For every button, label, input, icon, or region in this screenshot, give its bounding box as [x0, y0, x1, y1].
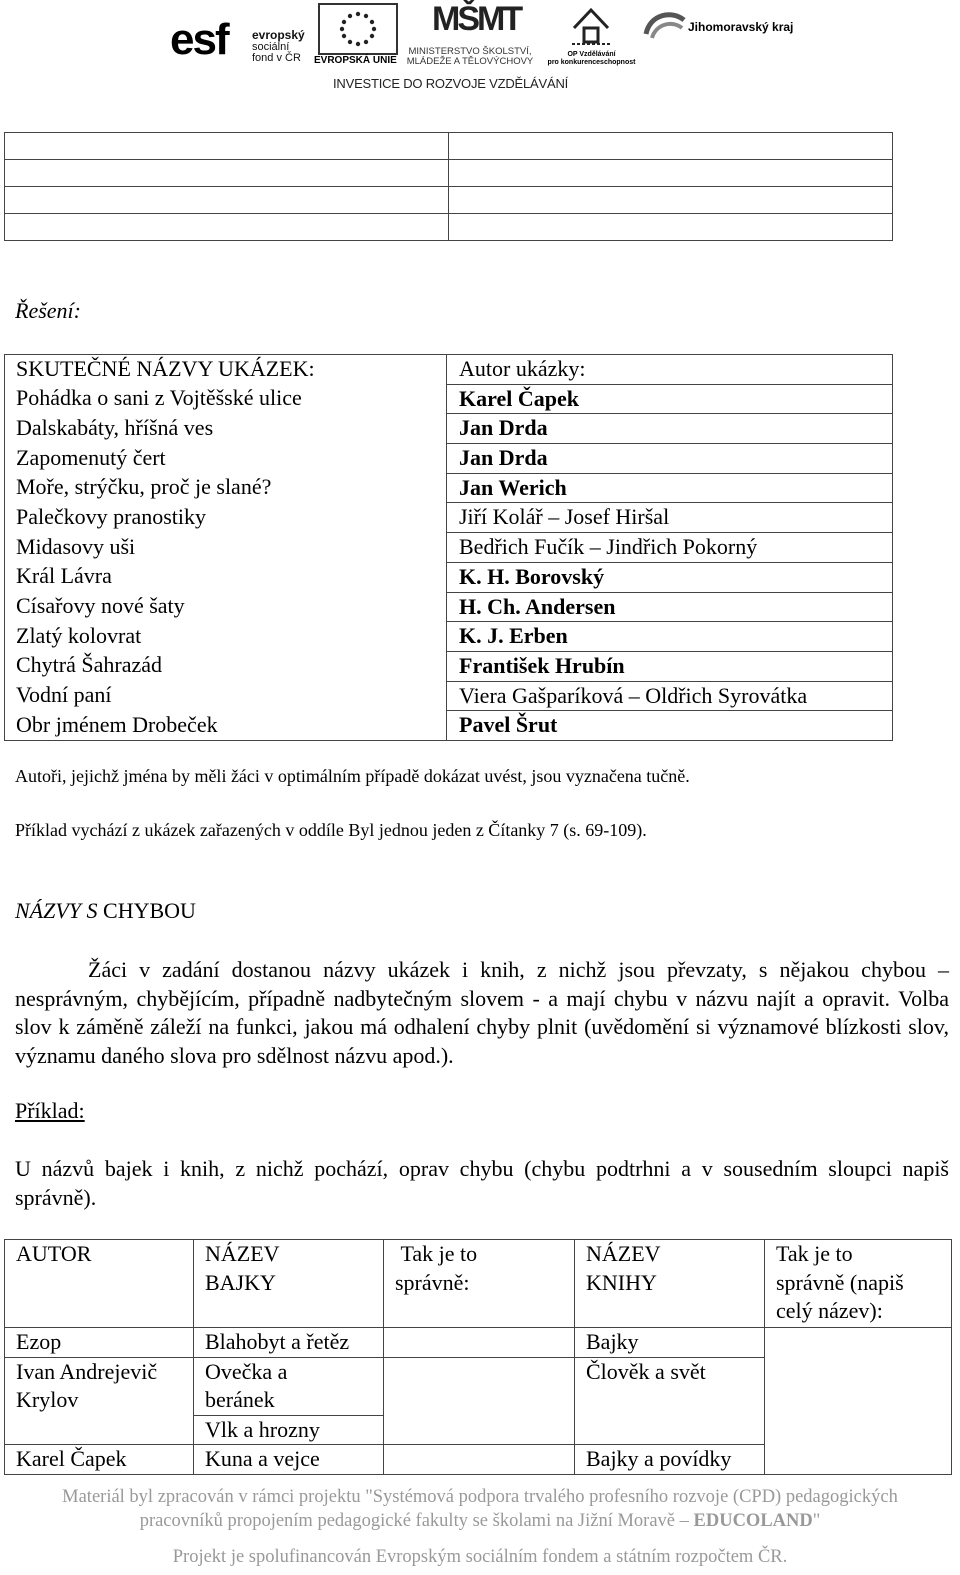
- fable-cell: Ovečka a beránek: [194, 1357, 384, 1415]
- task-text: U názvů bajek i knih, z nichž pochází, oprav chybu (chybu podtrhni a v sousedním sloupci napiš správně).: [15, 1156, 949, 1210]
- table-row: [5, 681, 893, 711]
- table-header-row: [5, 1240, 952, 1328]
- sample-title: Král Lávra: [5, 562, 447, 592]
- table-row: [5, 533, 893, 563]
- empty-cell[interactable]: [449, 187, 893, 214]
- sample-title: Dalskabáty, hříšná ves: [5, 414, 447, 444]
- answer-cell[interactable]: [384, 1328, 575, 1358]
- empty-cell[interactable]: [5, 133, 449, 160]
- header-author: AUTOR: [5, 1240, 194, 1328]
- answer-cell[interactable]: [384, 1357, 575, 1445]
- header-correct-fable: Tak je to správně:: [384, 1240, 575, 1328]
- sample-author: K. H. Borovský: [447, 562, 893, 592]
- esf-text: evropský sociální fond v ČR: [252, 28, 305, 64]
- table-row: [5, 562, 893, 592]
- empty-cell[interactable]: [5, 214, 449, 241]
- note-source: Příklad vychází z ukázek zařazených v oddíle Byl jednou jeden z Čítanky 7 (s. 69-109).: [15, 820, 647, 840]
- region-label: Jihomoravský kraj: [688, 20, 794, 34]
- sample-title: Pohádka o sani z Vojtěšské ulice: [5, 384, 447, 414]
- empty-table: [4, 132, 893, 241]
- fable-cell: Vlk a hrozny: [194, 1415, 384, 1445]
- sample-author: Karel Čapek: [447, 384, 893, 414]
- eu-label: EVROPSKÁ UNIE: [314, 55, 397, 66]
- sample-author: Jan Drda: [447, 444, 893, 474]
- solution-table: [4, 354, 893, 741]
- table-row: [5, 214, 893, 241]
- table-row: [5, 187, 893, 214]
- table-row: [5, 651, 893, 681]
- sample-title: Midasovy uši: [5, 533, 447, 563]
- table-row: [5, 711, 893, 741]
- sample-author: Viera Gašparíková – Oldřich Syrovátka: [447, 681, 893, 711]
- table-row: [5, 473, 893, 503]
- book-cell: Člověk a svět: [575, 1357, 765, 1445]
- op-label: OP Vzdělávání pro konkurenceschopnost: [547, 51, 636, 66]
- book-cell: Bajky: [575, 1328, 765, 1358]
- sample-author: H. Ch. Andersen: [447, 592, 893, 622]
- table-row: [5, 133, 893, 160]
- author-cell: Ivan Andrejevič Krylov: [5, 1357, 194, 1445]
- sample-title: Palečkovy pranostiky: [5, 503, 447, 533]
- sample-title: Zapomenutý čert: [5, 444, 447, 474]
- table-row: [5, 160, 893, 187]
- empty-cell[interactable]: [5, 187, 449, 214]
- msmt-logo: MŠMT: [432, 0, 521, 38]
- table-row: [5, 1328, 952, 1358]
- msmt-label: MINISTERSTVO ŠKOLSTVÍ, MLÁDEŽE A TĚLOVÝCHOVY: [406, 46, 534, 67]
- slogan: INVESTICE DO ROZVOJE VZDĚLÁVÁNÍ: [333, 76, 569, 91]
- sample-author: Bedřich Fučík – Jindřich Pokorný: [447, 533, 893, 563]
- esf-mark: esf: [170, 15, 228, 64]
- empty-cell[interactable]: [449, 133, 893, 160]
- sample-author: Jiří Kolář – Josef Hiršal: [447, 503, 893, 533]
- sample-title: Obr jménem Drobeček: [5, 711, 447, 741]
- answer-cell[interactable]: [384, 1445, 575, 1475]
- header-book: NÁZEV KNIHY: [575, 1240, 765, 1328]
- sample-author: Jan Werich: [447, 473, 893, 503]
- empty-cell[interactable]: [449, 214, 893, 241]
- solution-title: Řešení:: [15, 298, 81, 323]
- table-row: [5, 414, 893, 444]
- table-row: [5, 592, 893, 622]
- table-row: [5, 355, 893, 385]
- sample-title: Vodní paní: [5, 681, 447, 711]
- sample-author: Pavel Šrut: [447, 711, 893, 741]
- section-heading: NÁZVY S CHYBOU: [15, 898, 196, 923]
- book-cell: Bajky a povídky: [575, 1445, 765, 1475]
- sample-title: Zlatý kolovrat: [5, 622, 447, 652]
- sample-title: Císařovy nové šaty: [5, 592, 447, 622]
- sample-title: Moře, strýčku, proč je slané?: [5, 473, 447, 503]
- fable-cell: Kuna a vejce: [194, 1445, 384, 1475]
- sample-title: Chytrá Šahrazád: [5, 651, 447, 681]
- exercise-table: [4, 1239, 952, 1475]
- header-correct-book: Tak je to správně (napiš celý název):: [765, 1240, 952, 1328]
- footer-funding: Projekt je spolufinancován Evropským sociálním fondem a státním rozpočtem ČR.: [172, 1547, 788, 1567]
- table-row: [5, 622, 893, 652]
- sample-author: František Hrubín: [447, 651, 893, 681]
- eu-flag-icon: [318, 3, 398, 55]
- note-bold-authors: Autoři, jejichž jména by měli žáci v optimálním případě dokázat uvést, jsou vyznačena tučně.: [15, 766, 690, 786]
- author-cell: Karel Čapek: [5, 1445, 194, 1475]
- header-logos: [170, 0, 810, 100]
- footer-project: Materiál byl zpracován v rámci projektu "Systémová podpora trvalého profesního rozvoje (CPD) pedagogických pracovníků propojením pedagogické fakulty se školami na Jižní Moravě – EDUCOLAND": [62, 1487, 898, 1531]
- table-row: [5, 384, 893, 414]
- sample-author: K. J. Erben: [447, 622, 893, 652]
- fable-cell: Blahobyt a řetěz: [194, 1328, 384, 1358]
- col2-header: Autor ukázky:: [447, 355, 893, 385]
- empty-cell[interactable]: [5, 160, 449, 187]
- section-paragraph: Žáci v zadání dostanou názvy ukázek i knih, z nichž jsou převzaty, s nějakou chybou – nesprávným, chybějícím, případně nadbytečným slovem - a mají chybu v názvu najít a opravit. Volba slov k záměně záleží na funkci, jakou má odhalení chyby plnit (uvědomění si významové blízkosti slov, významu daného slova pro sdělnost názvu apod.).: [15, 957, 949, 1068]
- table-row: [5, 444, 893, 474]
- header-fable: NÁZEV BAJKY: [194, 1240, 384, 1328]
- table-row: [5, 503, 893, 533]
- op-vzdelavani-logo: [568, 4, 614, 50]
- col1-header: SKUTEČNÉ NÁZVY UKÁZEK:: [5, 355, 447, 385]
- author-cell: Ezop: [5, 1328, 194, 1358]
- sample-author: Jan Drda: [447, 414, 893, 444]
- answer-cell[interactable]: [765, 1328, 952, 1475]
- empty-cell[interactable]: [449, 160, 893, 187]
- example-label: Příklad:: [15, 1098, 85, 1123]
